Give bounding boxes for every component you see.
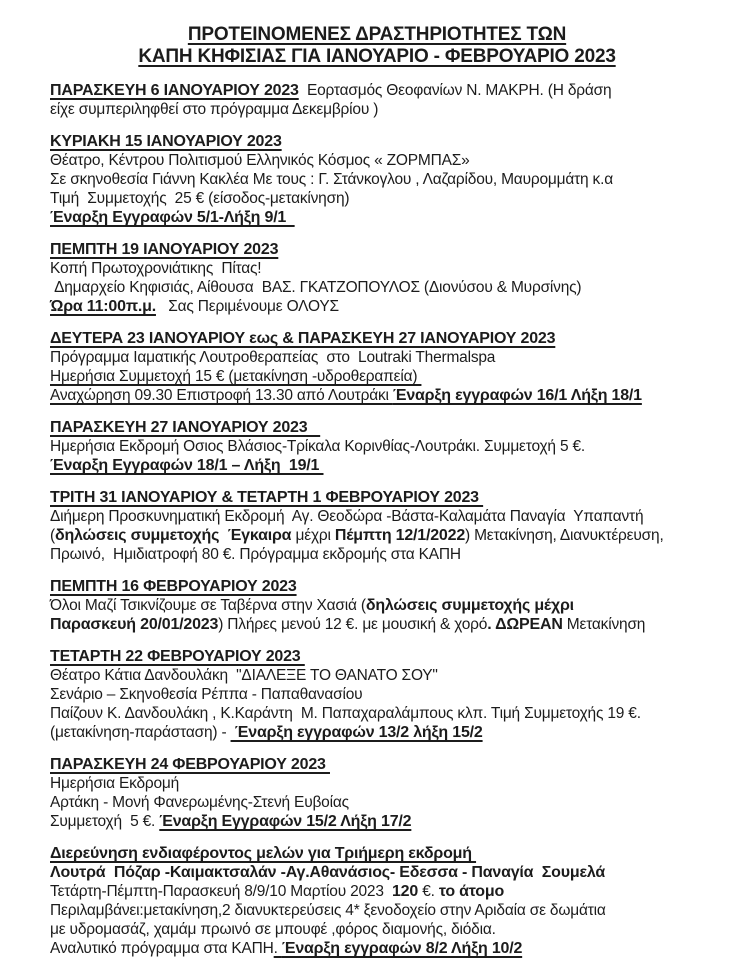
- text-segment: (μετακίνηση-παράσταση) -: [50, 724, 231, 741]
- text-segment: με υδρομασάζ, χαμάμ πρωινό σε μπουφέ ,φόρος διαμονής, διόδια.: [50, 921, 496, 938]
- text-line: [50, 647, 704, 666]
- text-line: [50, 901, 704, 920]
- emphasis-text: Έναρξη εγγραφών 13/2 λήξη 15/2: [230, 724, 483, 741]
- text-segment: Συμμετοχή 5 €.: [50, 813, 160, 830]
- text-segment: Τιμή Συμμετοχής 25 € (είσοδος-μετακίνηση): [50, 190, 350, 207]
- text-segment: 120: [391, 883, 419, 900]
- text-segment: Ημερήσια Συμμετοχή 15 € (μετακίνηση -υδροθεραπεία): [50, 368, 422, 385]
- event-fri-24-feb: [50, 755, 704, 831]
- emphasis-text: Έναρξη Εγγραφών 18/1 – Λήξη 19/1: [50, 457, 324, 474]
- emphasis-text: ΠΑΡΑΣΚΕΥΗ 27 ΙΑΝΟΥΑΡΙΟΥ 2023: [50, 419, 321, 436]
- text-line: [50, 844, 704, 863]
- text-segment: ) Μετακίνηση, Διανυκτέρευση,: [465, 527, 664, 544]
- text-segment: Ημερήσια Εκδρομή: [50, 775, 180, 792]
- emphasis-text: ΤΡΙΤΗ 31 ΙΑΝΟΥΑΡΙΟΥ & ΤΕΤΑΡΤΗ 1 ΦΕΒΡΟΥΑΡΙΟΥ 2023: [50, 489, 484, 506]
- text-line: [50, 329, 704, 348]
- text-segment: Κοπή Πρωτοχρονιάτικης Πίτας!: [50, 260, 262, 277]
- text-segment: (: [50, 527, 55, 544]
- text-line: [50, 882, 704, 901]
- text-line: [50, 151, 704, 170]
- event-three-day-trip-survey: [50, 844, 704, 958]
- emphasis-text: Ώρα 11:00π.μ.: [50, 298, 156, 315]
- text-segment: το άτομο: [438, 883, 505, 900]
- text-line: [50, 278, 704, 297]
- emphasis-text: Έναρξη εγγραφών 16/1 Λήξη 18/1: [392, 387, 642, 404]
- document-title: [50, 24, 704, 68]
- emphasis-text: ΤΕΤΑΡΤΗ 22 ΦΕΒΡΟΥΑΡΙΟΥ 2023: [50, 648, 305, 665]
- text-segment: Αρτάκη - Μονή Φανερωμένης-Στενή Ευβοίας: [50, 794, 349, 811]
- text-segment: .: [273, 940, 282, 957]
- text-line: [50, 596, 704, 615]
- text-line: [50, 208, 704, 227]
- text-segment: Σας Περιμένουμε ΟΛΟΥΣ: [155, 298, 339, 315]
- text-segment: Αναχώρηση 09.30 Επιστροφή 13.30 από Λουτράκι: [50, 387, 393, 404]
- text-segment: δηλώσεις συμμετοχής μέχρι: [365, 597, 574, 614]
- sections-container: [50, 81, 704, 958]
- text-line: [50, 189, 704, 208]
- text-segment: Θέατρο Κάτια Δανδουλάκη "ΔΙΑΛΕΞΕ ΤΟ ΘΑΝΑΤΟ ΣΟΥ": [50, 667, 438, 684]
- text-segment: Πρόγραμμα Ιαματικής Λουτροθεραπείας στο Loutraki Thermalspa: [50, 349, 496, 366]
- emphasis-text: Έναρξη εγγραφών 8/2 Λήξη 10/2: [281, 940, 523, 957]
- text-segment: είχε συμπεριληφθεί στο πρόγραμμα Δεκεμβρίου ): [50, 101, 379, 118]
- text-line: [50, 259, 704, 278]
- text-line: [50, 615, 704, 634]
- text-line: [50, 437, 704, 456]
- text-line: [50, 793, 704, 812]
- text-segment: Όλοι Μαζί Τσικνίζουμε σε Ταβέρνα στην Χασιά (: [50, 597, 366, 614]
- event-sun-15-jan: [50, 132, 704, 227]
- text-segment: μέχρι: [295, 527, 335, 544]
- text-segment: δηλώσεις συμμετοχής Έγκαιρα: [54, 527, 296, 544]
- text-segment: Σε σκηνοθεσία Γιάννη Κακλέα Με τους : Γ. Στάνκογλου , Λαζαρίδου, Μαυρομμάτη κ.α: [50, 171, 613, 188]
- text-segment: Περιλαμβάνει:μετακίνηση,2 διανυκτερεύσεις 4* ξενοδοχείο στην Αριδαία σε δωμάτια: [50, 902, 606, 919]
- text-segment: Ημερήσια Εκδρομή Οσιος Βλάσιος-Τρίκαλα Κορινθίας-Λουτράκι. Συμμετοχή 5 €.: [50, 438, 585, 455]
- text-segment: Σενάριο – Σκηνοθεσία Ρέππα - Παπαθανασίου: [50, 686, 363, 703]
- text-line: [50, 704, 704, 723]
- text-line: [50, 507, 704, 526]
- text-segment: Τετάρτη-Πέμπτη-Παρασκευή 8/9/10 Μαρτίου 2023: [50, 883, 392, 900]
- text-segment: Θέατρο, Κέντρου Πολιτισμού Ελληνικός Κόσμος « ΖΟΡΜΠΑΣ»: [50, 152, 470, 169]
- text-line: [50, 685, 704, 704]
- text-line: [50, 348, 704, 367]
- text-line: [50, 755, 704, 774]
- text-line: [50, 100, 704, 119]
- emphasis-text: Έναρξη Εγγραφών 5/1-Λήξη 9/1: [50, 209, 295, 226]
- text-segment: ) Πλήρες μενού 12 €. με μουσική & χορό: [218, 616, 488, 633]
- text-line: [50, 297, 704, 316]
- emphasis-text: Έναρξη Εγγραφών 15/2 Λήξη 17/2: [159, 813, 412, 830]
- text-line: [50, 526, 704, 545]
- text-segment: Μετακίνηση: [562, 616, 646, 633]
- text-line: [50, 456, 704, 475]
- emphasis-text: ΠΕΜΠΤΗ 16 ΦΕΒΡΟΥΑΡΙΟΥ 2023: [50, 578, 297, 595]
- text-segment: Παρασκευή 20/01/2023: [50, 616, 219, 633]
- text-line: [50, 666, 704, 685]
- text-line: [50, 920, 704, 939]
- text-line: [50, 774, 704, 793]
- text-line: [50, 577, 704, 596]
- text-segment: Διήμερη Προσκυνηματική Εκδρομή Αγ. Θεοδώρα -Βάστα-Καλαμάτα Παναγία Υπαπαντή: [50, 508, 644, 525]
- text-segment: Αναλυτικό πρόγραμμα στα ΚΑΠΗ: [50, 940, 274, 957]
- event-mon-23-to-fri-27-jan: [50, 329, 704, 405]
- text-line: [50, 723, 704, 742]
- text-segment: Εορτασμός Θεοφανίων Ν. ΜΑΚΡΗ. (Η δράση: [298, 82, 612, 99]
- emphasis-text: Διερεύνηση ενδιαφέροντος μελών για Τριήμερη εκδρομή: [50, 845, 477, 862]
- text-line: [50, 240, 704, 259]
- event-thu-16-feb: [50, 577, 704, 634]
- emphasis-text: ΔΕΥΤΕΡΑ 23 ΙΑΝΟΥΑΡΙΟΥ εως & ΠΑΡΑΣΚΕΥΗ 27 ΙΑΝΟΥΑΡΙΟΥ 2023: [50, 330, 556, 347]
- text-segment: €.: [418, 883, 439, 900]
- document-title-line-1: ΠΡΟΤΕΙΝΟΜΕΝΕΣ ΔΡΑΣΤΗΡΙΟΤΗΤΕΣ ΤΩΝ: [187, 24, 567, 45]
- text-segment: Λουτρά Πόζαρ -Καιμακτσαλάν -Αγ.Αθανάσιος- Εδεσσα - Παναγία Σουμελά: [50, 864, 605, 881]
- text-line: [50, 545, 704, 564]
- text-line: [50, 939, 704, 958]
- text-line: [50, 812, 704, 831]
- event-fri-27-jan: [50, 418, 704, 475]
- event-wed-22-feb: [50, 647, 704, 742]
- emphasis-text: ΠΕΜΠΤΗ 19 ΙΑΝΟΥΑΡΙΟΥ 2023: [50, 241, 279, 258]
- emphasis-text: ΠΑΡΑΣΚΕΥΗ 6 ΙΑΝΟΥΑΡΙΟΥ 2023: [50, 82, 299, 99]
- text-line: [50, 863, 704, 882]
- text-line: [50, 488, 704, 507]
- text-line: [50, 132, 704, 151]
- text-line: [50, 367, 704, 386]
- event-tue-31-jan-wed-1-feb: [50, 488, 704, 564]
- text-segment: . ΔΩΡΕΑΝ: [487, 616, 563, 633]
- text-line: [50, 386, 704, 405]
- event-fri-6-jan: [50, 81, 704, 119]
- emphasis-text: ΚΥΡΙΑΚΗ 15 ΙΑΝΟΥΑΡΙΟΥ 2023: [50, 133, 282, 150]
- emphasis-text: ΠΑΡΑΣΚΕΥΗ 24 ΦΕΒΡΟΥΑΡΙΟΥ 2023: [50, 756, 330, 773]
- text-segment: Πρωινό, Ημιδιατροφή 80 €. Πρόγραμμα εκδρομής στα ΚΑΠΗ: [50, 546, 461, 563]
- text-line: [50, 81, 704, 100]
- text-segment: Παίζουν Κ. Δανδουλάκη , Κ.Καράντη Μ. Παπαχαραλάμπους κλπ. Τιμή Συμμετοχής 19 €.: [50, 705, 641, 722]
- text-segment: Δημαρχείο Κηφισιάς, Αίθουσα ΒΑΣ. ΓΚΑΤΖΟΠΟΥΛΟΣ (Διονύσου & Μυρσίνης): [50, 279, 582, 296]
- event-thu-19-jan: [50, 240, 704, 316]
- text-segment: Πέμπτη 12/1/2022: [334, 527, 466, 544]
- document-title-line-2: ΚΑΠΗ ΚΗΦΙΣΙΑΣ ΓΙΑ ΙΑΝΟΥΑΡΙΟ - ΦΕΒΡΟΥΑΡΙΟ 2023: [138, 46, 616, 67]
- text-line: [50, 170, 704, 189]
- text-line: [50, 418, 704, 437]
